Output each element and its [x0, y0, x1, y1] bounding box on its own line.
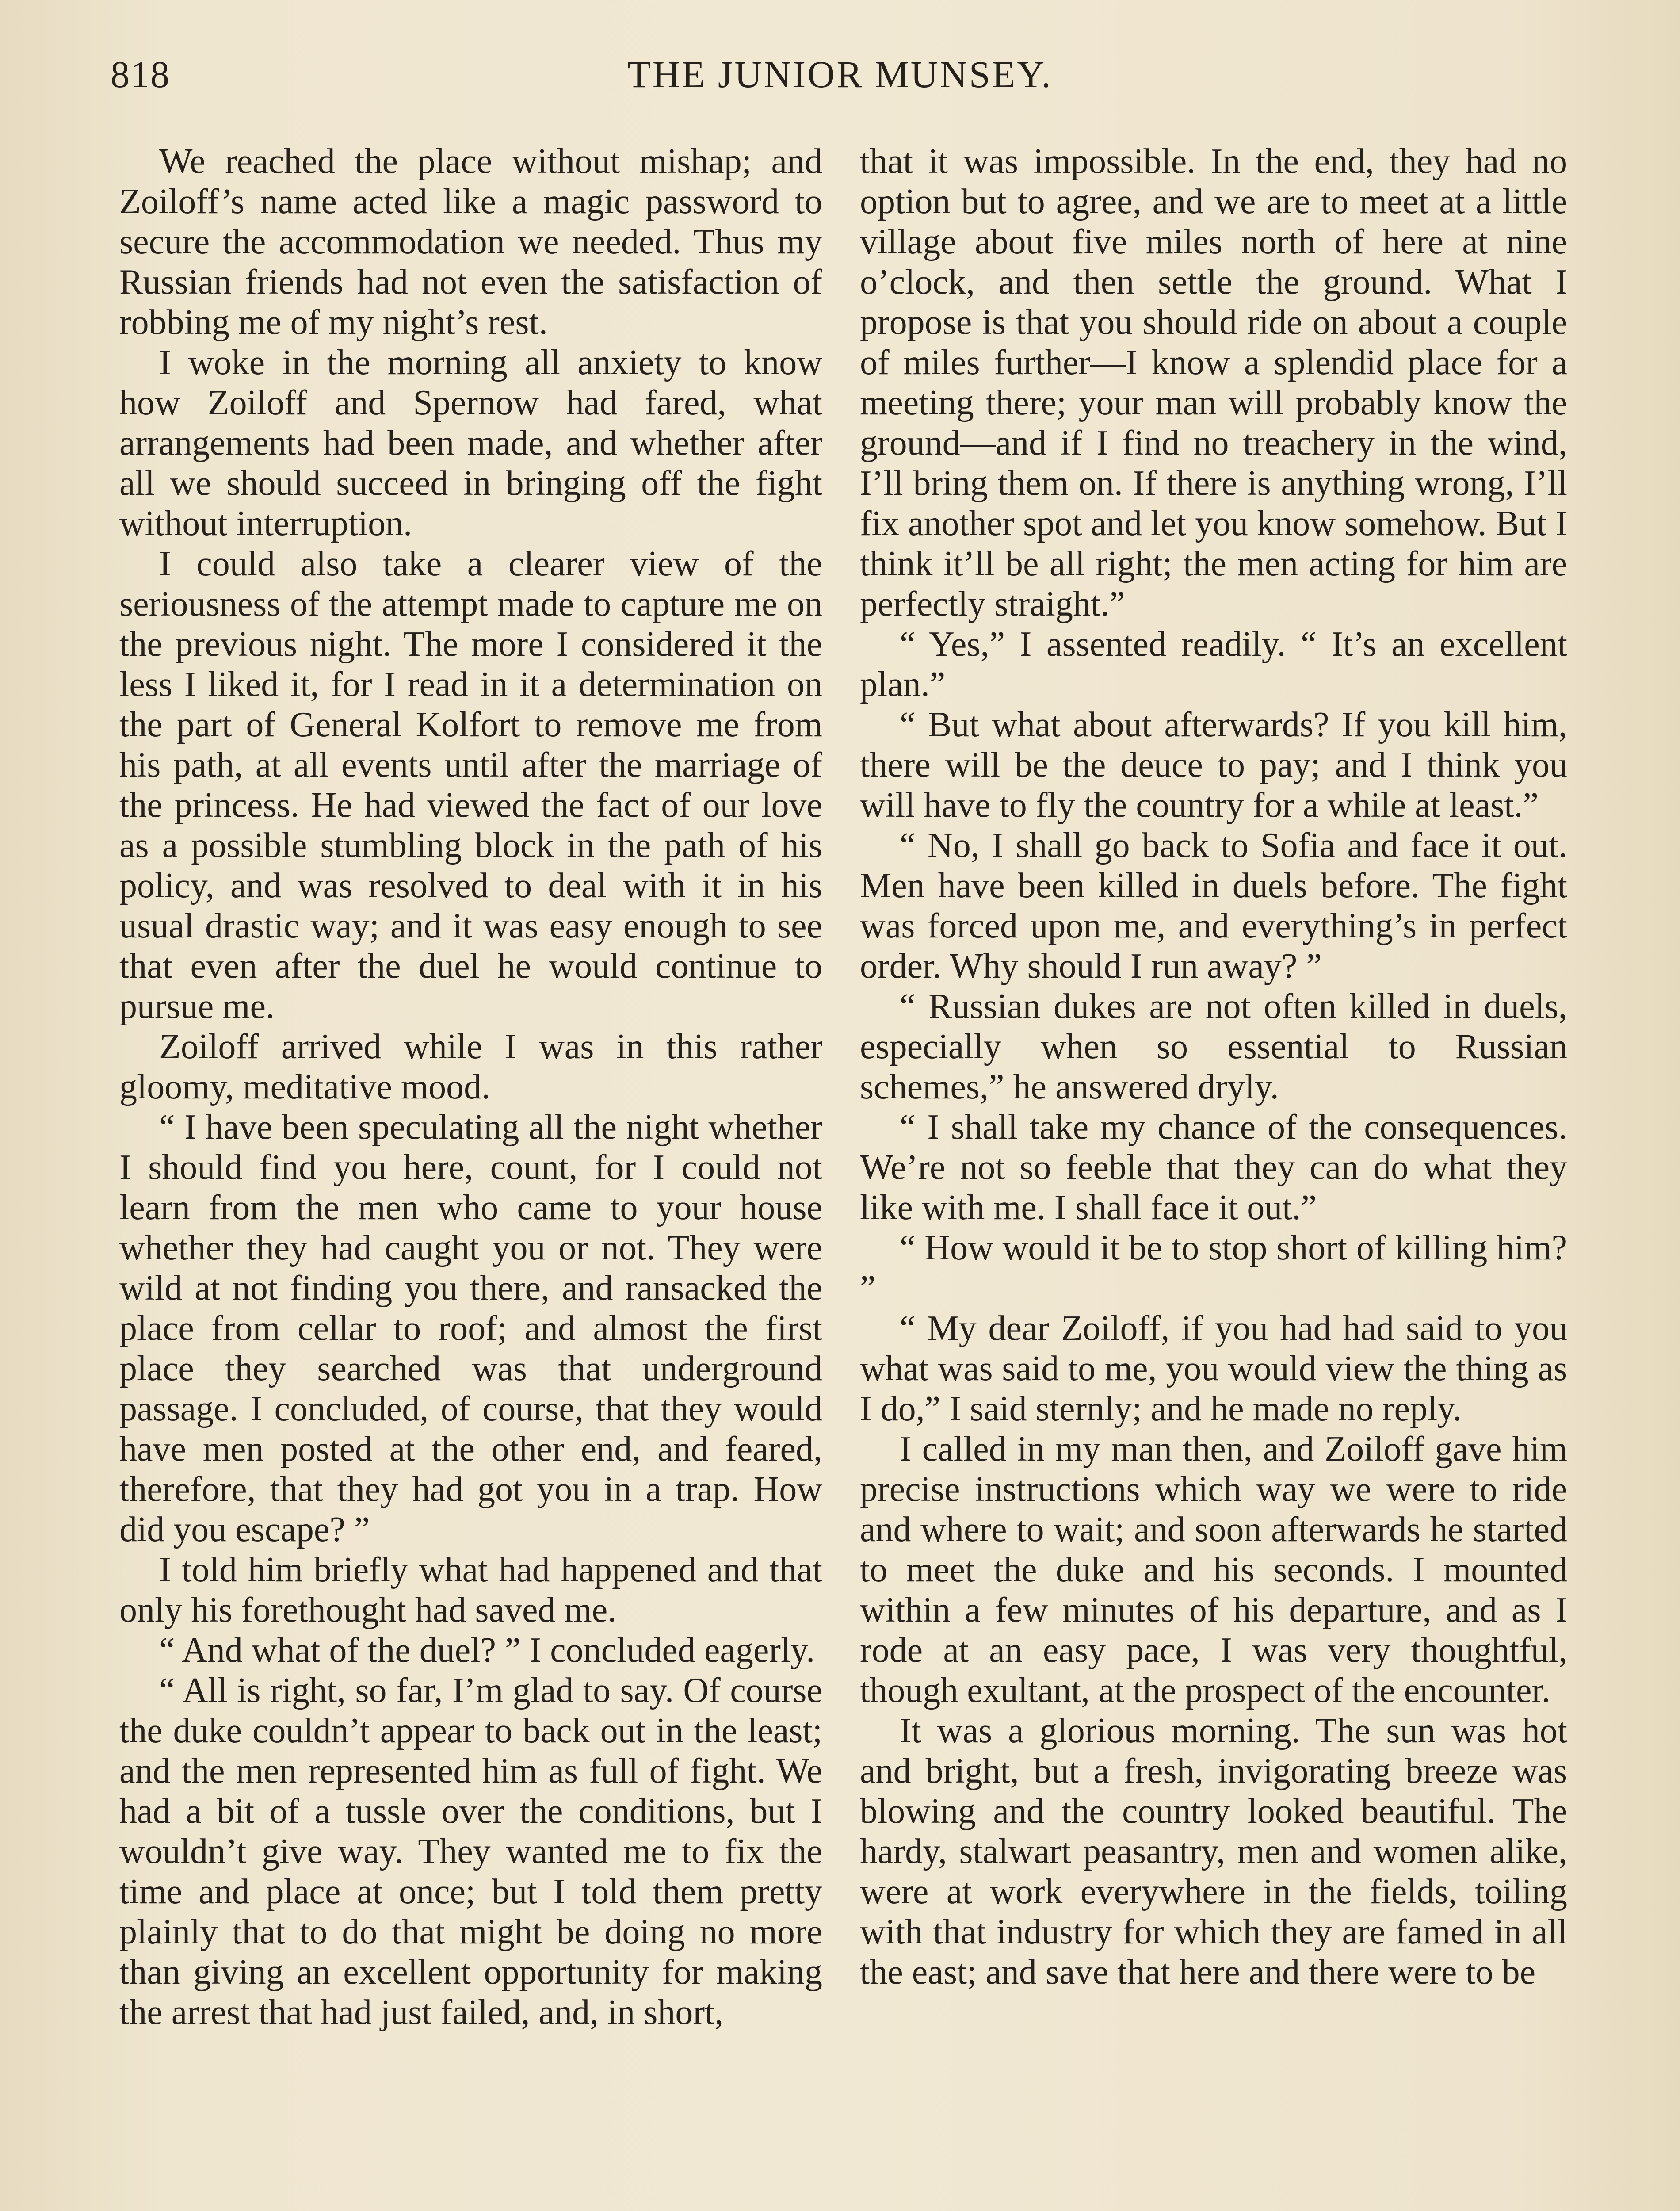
paragraph: “ And what of the duel? ” I concluded eagerly. — [159, 1631, 815, 1670]
paragraph: I called in my man then, and Zoiloff gave him precise instructions which way we were to ride and where to wait; and soon afterwards he started to meet the duke and his seconds. I mounted within a few minutes of his departure, and as I rode at an easy pace, I was very thoughtful, though exultant, at the prospect of the encounter. — [860, 1430, 1567, 1710]
paragraph: “ Russian dukes are not often killed in duels, especially when so essential to Russian schemes,” he answered dryly. — [860, 987, 1567, 1106]
paragraph: “ Yes,” I assented readily. “ It’s an excellent plan.” — [860, 625, 1567, 704]
page-header — [102, 52, 1578, 101]
right-column — [860, 142, 1567, 1993]
paragraph: It was a glorious morning. The sun was hot and bright, but a fresh, invigorating breeze was blowing and the country looked beautiful. The hardy, stalwart peasantry, men and women alike, were at work everywhere in the fields, toiling with that industry for which they are famed in all the east; and save that here and there were to be — [860, 1711, 1567, 1992]
paragraph: Zoiloff arrived while I was in this rather gloomy, meditative mood. — [119, 1027, 822, 1106]
left-column — [119, 142, 822, 2033]
paragraph: I woke in the morning all anxiety to know how Zoiloff and Spernow had fared, what arrangements had been made, and whether after all we should succeed in bringing off the fight without interruption. — [119, 343, 822, 543]
paragraph: “ All is right, so far, I’m glad to say. Of course the duke couldn’t appear to back out in the least; and the men represented him as full of fight. We had a bit of a tussle over the conditions, but I wouldn’t give way. They wanted me to fix the time and place at once; but I told them pretty plainly that to do that might be doing no more than giving an excellent opportunity for making the arrest that had just failed, and, in short, — [119, 1671, 822, 2032]
paragraph: “ My dear Zoiloff, if you had had said to you what was said to me, you would view the thing as I do,” I said sternly; and he made no reply. — [860, 1309, 1567, 1428]
paragraph: “ I have been speculating all the night whether I should find you here, count, for I could not learn from the men who came to your house whether they had caught you or not. They were wild at not finding you there, and ransacked the place from cellar to roof; and almost the first place they searched was that underground passage. I concluded, of course, that they would have men posted at the other end, and feared, therefore, that they had got you in a trap. How did you escape? ” — [119, 1108, 822, 1549]
paragraph: “ How would it be to stop short of killing him? ” — [860, 1228, 1567, 1308]
paragraph: We reached the place without mishap; and Zoiloff’s name acted like a magic password to secure the accommodation we needed. Thus my Russian friends had not even the satisfaction of robbing me of my night’s rest. — [119, 142, 822, 342]
paragraph: “ I shall take my chance of the consequences. We’re not so feeble that they can do what they like with me. I shall face it out.” — [860, 1108, 1567, 1227]
paragraph: I could also take a clearer view of the seriousness of the attempt made to capture me on the previous night. The more I considered it the less I liked it, for I read in it a determination on the part of General Kolfort to remove me from his path, at all events until after the marriage of the princess. He had viewed the fact of our love as a possible stumbling block in the path of his policy, and was resolved to deal with it in his usual drastic way; and it was easy enough to see that even after the duel he would continue to pursue me. — [119, 544, 822, 1026]
paragraph: “ No, I shall go back to Sofia and face it out. Men have been killed in duels before. The fight was forced upon me, and everything’s in perfect order. Why should I run away? ” — [860, 826, 1567, 986]
running-title: THE JUNIOR MUNSEY. — [627, 53, 1053, 96]
paragraph: I told him briefly what had happened and that only his forethought had saved me. — [119, 1550, 822, 1630]
paragraph: that it was impossible. In the end, they had no option but to agree, and we are to meet at a little village about five miles north of here at nine o’clock, and then settle the ground. What I propose is that you should ride on about a couple of miles further—I know a splendid place for a meeting there; your man will probably know the ground—and if I find no treachery in the wind, I’ll bring them on. If there is anything wrong, I’ll fix another spot and let you know somehow. But I think it’ll be all right; the men acting for him are perfectly straight.” — [860, 142, 1567, 624]
page-number: 818 — [111, 53, 170, 96]
paragraph: “ But what about afterwards? If you kill him, there will be the deuce to pay; and I think you will have to fly the country for a while at least.” — [860, 705, 1567, 825]
